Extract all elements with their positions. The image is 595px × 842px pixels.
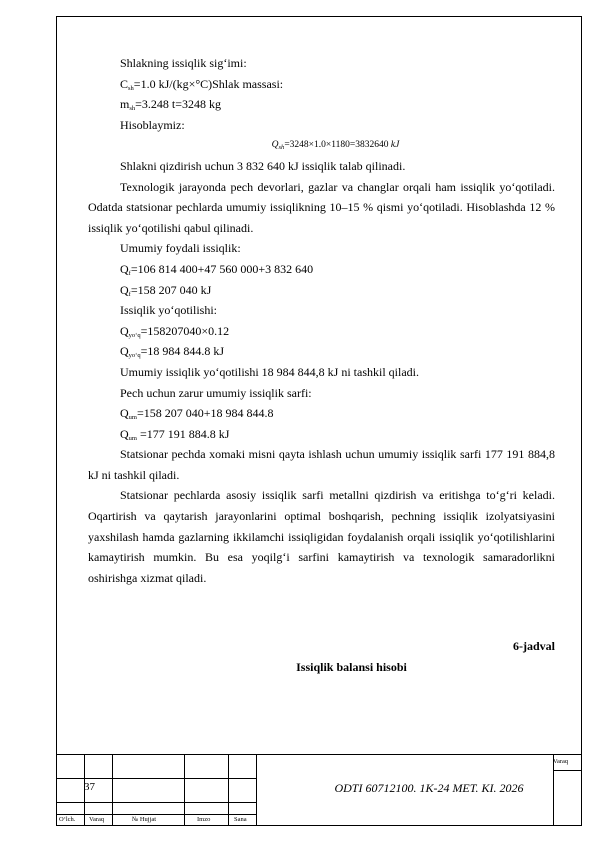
para-losses-intro: Texnologik jarayonda pech devorlari, gazlar va changlar orqali ham issiqlik yo‘qotiladi. Odatda statsionar pechlarda umumiy issiqlikning 10–15 % qismi yo‘qotiladi. Hisoblashda 12 % issiqlik yo‘qotilishi qabul qilinadi. (88, 179, 555, 235)
line-q-f-total: $Q_f=158$ 207 040 kJ (120, 282, 212, 298)
line-q-yoq-calc: $Q_{yo‘q}=158207040\times 0.12$ (120, 323, 230, 339)
line-useful-heat-title: Umumiy foydali issiqlik: (120, 241, 241, 256)
formula-q-sh: $Q_{sh}=3248\times 1.0\times 1180=3832640$ kJ (271, 140, 400, 152)
line-c-sh: $C_{sh}=1.0$ kJ/(kg×°C)Shlak massasi: (120, 76, 284, 92)
table-title: Issiqlik balansi hisobi (296, 660, 407, 675)
line-heat-capacity-title: Shlakning issiqlik sig‘imi: (120, 56, 247, 70)
para-shlak-heat: Shlakni qizdirish uchun 3 832 640 kJ issiqlik talab qilinadi. (120, 158, 406, 173)
stamp-header-olch: O‘lch. (59, 816, 76, 823)
para-conclusion: Statsionar pechlarda asosiy issiqlik sarfi metallni qizdirish va eritishga to‘g‘ri keladi. Oqartirish va qaytarish jarayonlarini optimal boshqarish, pechning issiqlik izolyatsiyasini yaxshilash hamda gazlarning ikkilamchi issiqligidan foydalanish orqali issiqlik yo‘qotilishlarini kamaytirish mumkin. Bu esa yoqilg‘i sarfini kamaytirish va texnologik samaradorlikni oshirishga xizmat qiladi. (88, 488, 555, 585)
line-q-f-sum: $Q_f=106$ 814 400+47 560 000+3 832 640 (120, 261, 314, 277)
title-block-stamp (56, 754, 582, 826)
stamp-header-hujjat: № Hujjat (132, 816, 157, 823)
stamp-header-sana: Sana (234, 816, 247, 823)
stamp-header-imzo: Imzo (197, 816, 211, 823)
stamp-header-varaq: Varaq (89, 816, 105, 823)
document-code: ODTI 60712100. 1K-24 MET. KI. 2026 (334, 781, 524, 795)
line-loss-summary: Umumiy issiqlik yo‘qotilishi 18 984 844,8 kJ ni tashkil qiladi. (120, 364, 420, 379)
line-m-sh: $m_{sh}=3.248$ t=3248 kg (120, 97, 221, 113)
document-body (88, 53, 555, 678)
line-total-heat-title: Pech uchun zarur umumiy issiqlik sarfi: (120, 385, 312, 400)
line-q-um-total: $Q_{um} =177$ 191 884.8 kJ (120, 426, 230, 442)
table-label: 6-jadval (513, 639, 555, 654)
line-hisoblaymiz: Hisoblaymiz: (120, 117, 185, 132)
page-number: 37 (84, 781, 95, 793)
varaq-label: Varaq (553, 758, 569, 765)
line-loss-title: Issiqlik yo‘qotilishi: (120, 303, 218, 318)
line-q-yoq-total: $Q_{yo‘q}=18$ 984 844.8 kJ (120, 344, 225, 360)
line-q-um-sum: $Q_{um}=158$ 207 040+18 984 844.8 (120, 406, 274, 422)
para-total-summary: Statsionar pechda xomaki misni qayta ishlash uchun umumiy issiqlik sarfi 177 191 884,8 kJ ni tashkil qiladi. (88, 447, 555, 482)
